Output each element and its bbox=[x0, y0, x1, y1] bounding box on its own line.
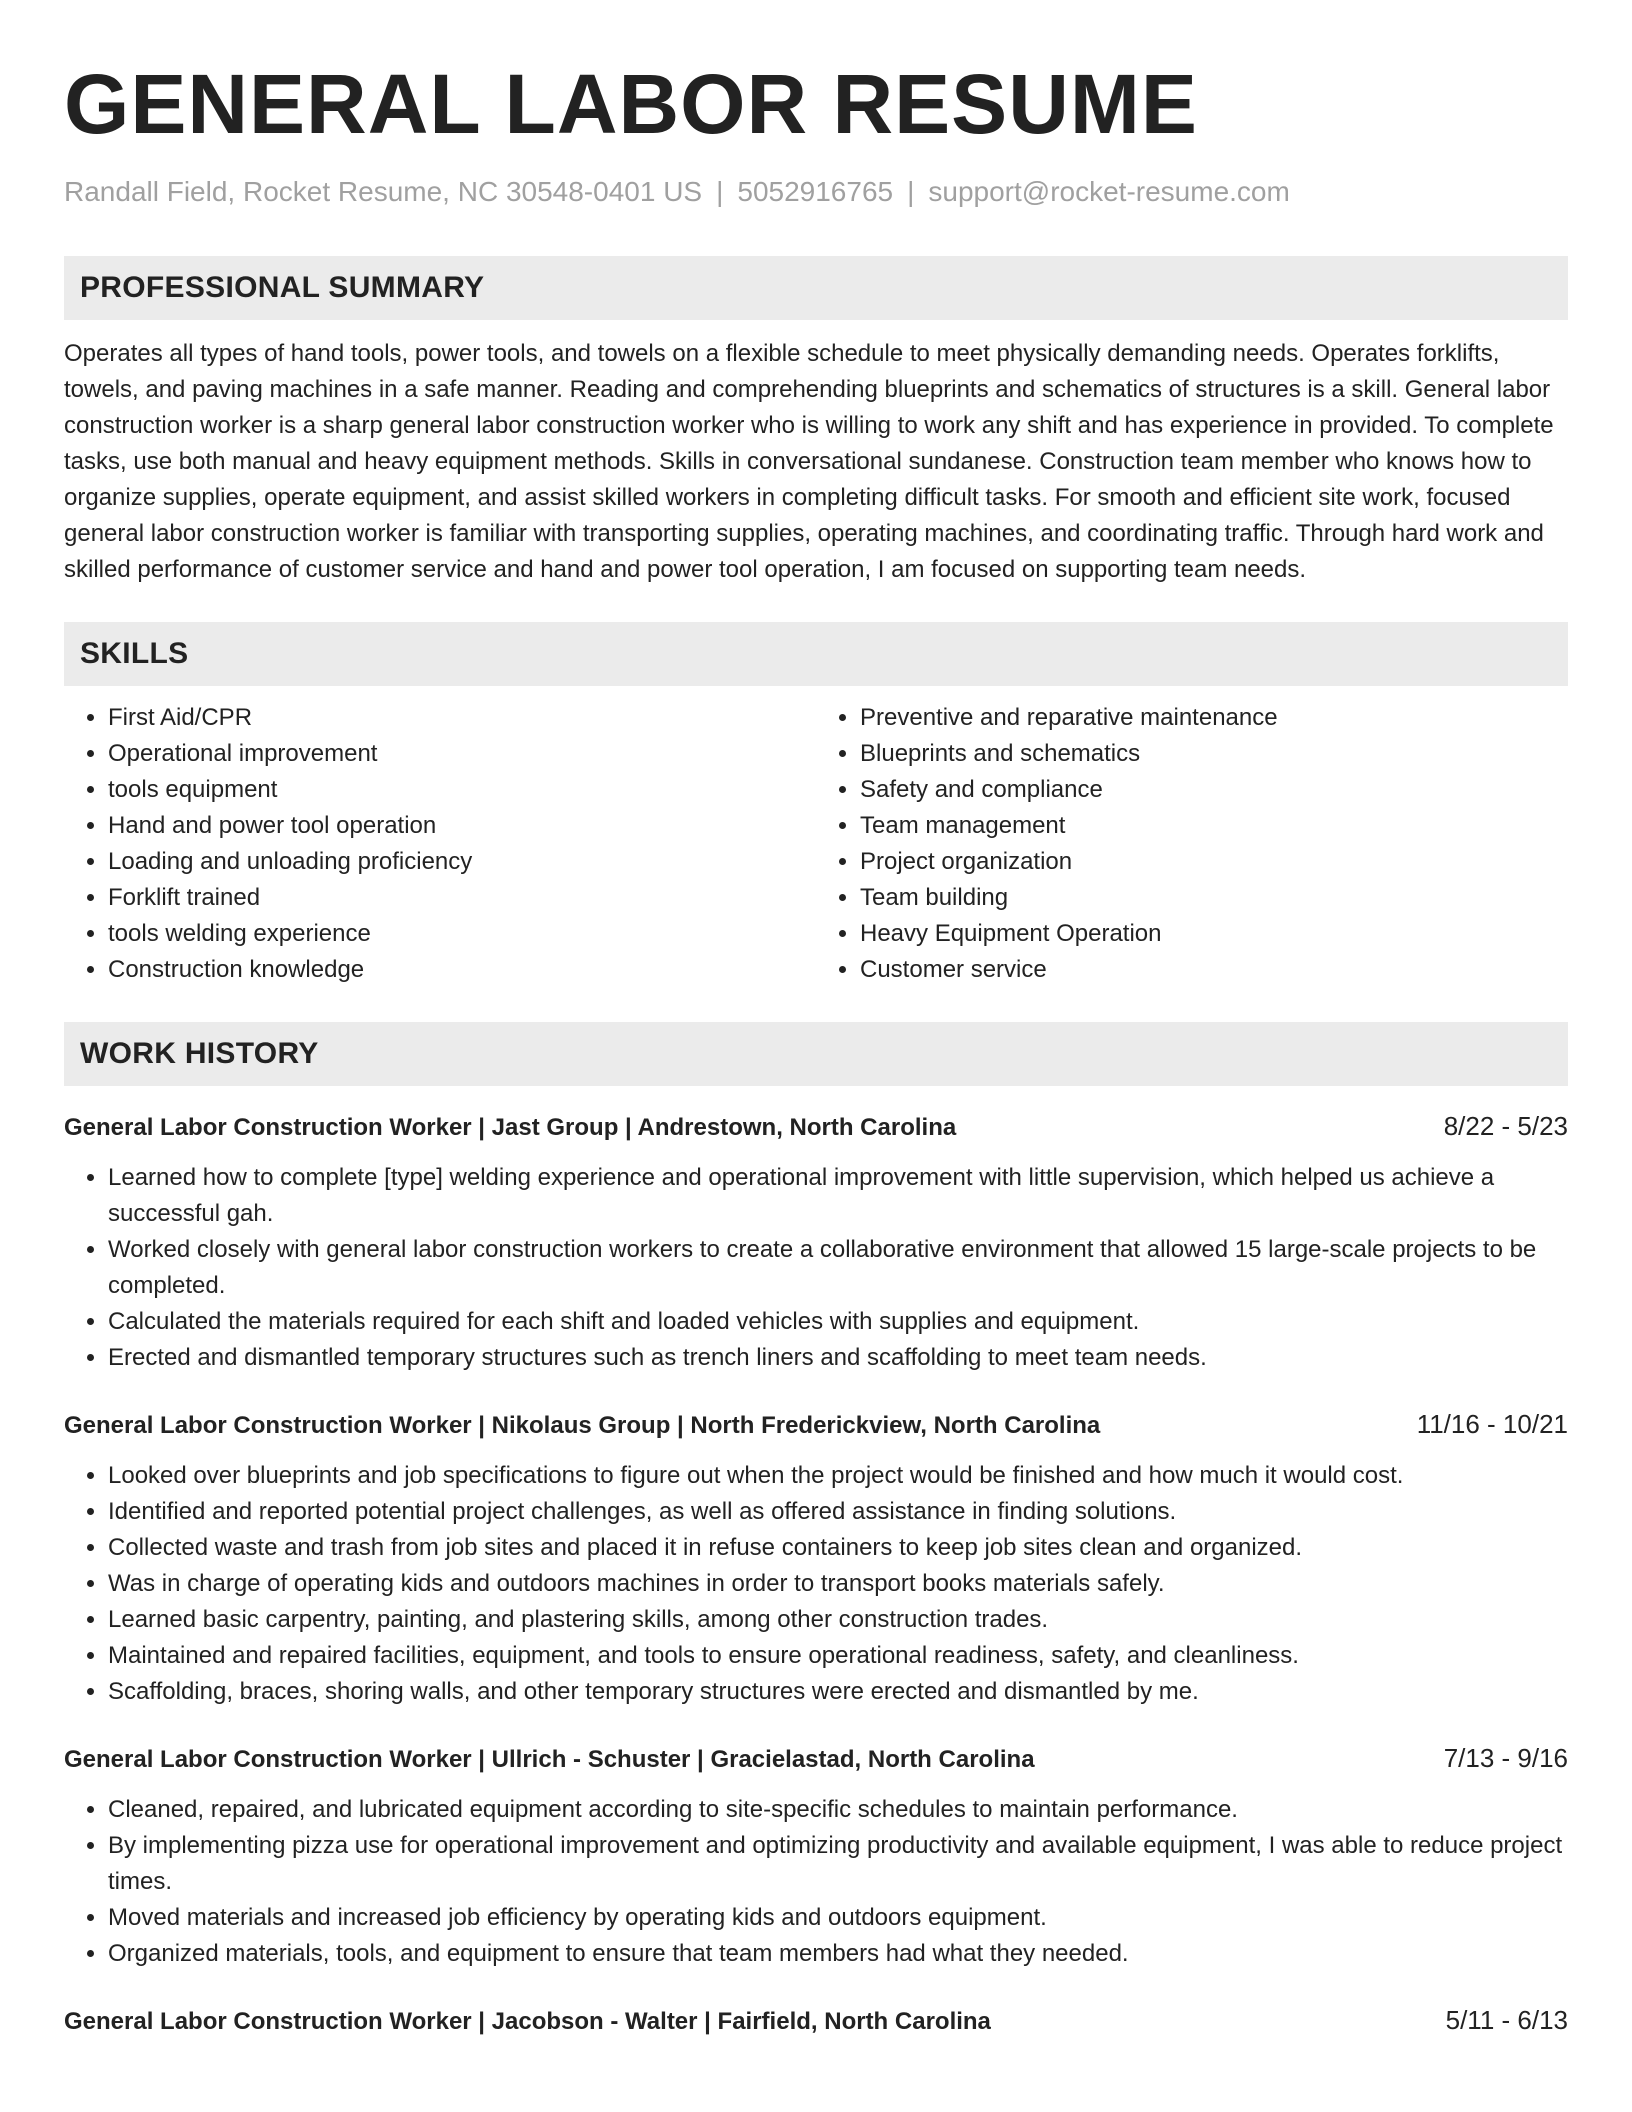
resume-title: GENERAL LABOR RESUME bbox=[64, 57, 1198, 151]
job-entry bbox=[64, 1740, 1568, 1972]
skill-item: • Construction knowledge bbox=[108, 952, 816, 988]
contact-email: support@rocket-resume.com bbox=[928, 176, 1290, 207]
job-bullets bbox=[64, 1458, 1568, 1710]
job-header bbox=[64, 1740, 1568, 1778]
skill-item: • Operational improvement bbox=[108, 736, 816, 772]
job-header bbox=[64, 1406, 1568, 1444]
job-bullet: • Maintained and repaired facilities, equipment, and tools to ensure operational readiness, safety, and cleanliness. bbox=[108, 1638, 1568, 1674]
job-entry bbox=[64, 1406, 1568, 1710]
job-bullet: • Erected and dismantled temporary structures such as trench liners and scaffolding to meet team needs. bbox=[108, 1340, 1568, 1376]
skill-item: • Team management bbox=[860, 808, 1568, 844]
job-bullet: • Worked closely with general labor construction workers to create a collaborative environment that allowed 15 large-scale projects to be completed. bbox=[108, 1232, 1568, 1304]
summary-text: Operates all types of hand tools, power tools, and towels on a flexible schedule to meet physically demanding needs. Operates forklifts, towels, and paving machines in a safe manner. Reading and comprehending blueprints and schematics of structures is a skill. General labor construction worker is a sharp general labor construction worker who is willing to work any shift and has experience in provided. To complete tasks, use both manual and heavy equipment methods. Skills in conversational sundanese. Construction team member who knows how to organize supplies, operate equipment, and assist skilled workers in completing difficult tasks. For smooth and efficient site work, focused general labor construction worker is familiar with transporting supplies, operating machines, and coordinating traffic. Through hard work and skilled performance of customer service and hand and power tool operation, I am focused on supporting team needs. bbox=[64, 340, 1554, 583]
job-bullet: • Learned basic carpentry, painting, and plastering skills, among other construction trades. bbox=[108, 1602, 1568, 1638]
job-header bbox=[64, 2002, 1568, 2040]
skill-item: • Heavy Equipment Operation bbox=[860, 916, 1568, 952]
job-bullet: • Calculated the materials required for each shift and loaded vehicles with supplies and equipment. bbox=[108, 1304, 1568, 1340]
contact-address: Randall Field, Rocket Resume, NC 30548-0401 US bbox=[64, 176, 703, 207]
job-title: General Labor Construction Worker | Jast Group | Andrestown, North Carolina bbox=[64, 1114, 957, 1141]
skill-item: • Team building bbox=[860, 880, 1568, 916]
job-entry bbox=[64, 2002, 1568, 2040]
contact-separator: | bbox=[716, 176, 724, 207]
job-bullet: • By implementing pizza use for operational improvement and optimizing productivity and available equipment, I was able to reduce project times. bbox=[108, 1828, 1568, 1900]
contact-line bbox=[64, 174, 1568, 210]
job-title: General Labor Construction Worker | Ullrich - Schuster | Gracielastad, North Carolina bbox=[64, 1746, 1035, 1773]
skill-item: • Hand and power tool operation bbox=[108, 808, 816, 844]
skills-grid bbox=[64, 700, 1568, 988]
job-dates: 8/22 - 5/23 bbox=[1443, 1111, 1568, 1141]
job-bullet: • Was in charge of operating kids and outdoors machines in order to transport books materials safely. bbox=[108, 1566, 1568, 1602]
skill-item: • Preventive and reparative maintenance bbox=[860, 700, 1568, 736]
job-bullet: • Moved materials and increased job efficiency by operating kids and outdoors equipment. bbox=[108, 1900, 1568, 1936]
skills-column-right bbox=[816, 700, 1568, 988]
job-header bbox=[64, 1108, 1568, 1146]
job-title: General Labor Construction Worker | Nikolaus Group | North Frederickview, North Carolina bbox=[64, 1412, 1101, 1439]
contact-separator: | bbox=[907, 176, 915, 207]
skill-item: • Safety and compliance bbox=[860, 772, 1568, 808]
job-bullets bbox=[64, 1160, 1568, 1376]
job-bullet: • Learned how to complete [type] welding experience and operational improvement with little supervision, which helped us achieve a successful gah. bbox=[108, 1160, 1568, 1232]
job-title: General Labor Construction Worker | Jacobson - Walter | Fairfield, North Carolina bbox=[64, 2008, 991, 2035]
job-dates: 11/16 - 10/21 bbox=[1416, 1409, 1568, 1439]
job-bullet: • Organized materials, tools, and equipment to ensure that team members had what they needed. bbox=[108, 1936, 1568, 1972]
skill-item: • Customer service bbox=[860, 952, 1568, 988]
skill-item: • tools equipment bbox=[108, 772, 816, 808]
summary-heading: PROFESSIONAL SUMMARY bbox=[64, 256, 1568, 320]
skill-item: • tools welding experience bbox=[108, 916, 816, 952]
job-bullet: • Cleaned, repaired, and lubricated equipment according to site-specific schedules to maintain performance. bbox=[108, 1792, 1568, 1828]
work-history-heading: WORK HISTORY bbox=[64, 1022, 1568, 1086]
skills-column-left bbox=[64, 700, 816, 988]
skill-item: • First Aid/CPR bbox=[108, 700, 816, 736]
job-bullets bbox=[64, 1792, 1568, 1972]
contact-phone: 5052916765 bbox=[737, 176, 894, 207]
job-bullet: • Identified and reported potential project challenges, as well as offered assistance in finding solutions. bbox=[108, 1494, 1568, 1530]
skills-heading: SKILLS bbox=[64, 622, 1568, 686]
job-entry bbox=[64, 1108, 1568, 1376]
skill-item: • Project organization bbox=[860, 844, 1568, 880]
skill-item: • Forklift trained bbox=[108, 880, 816, 916]
job-dates: 5/11 - 6/13 bbox=[1445, 2005, 1568, 2035]
skill-item: • Loading and unloading proficiency bbox=[108, 844, 816, 880]
job-bullet: • Collected waste and trash from job sites and placed it in refuse containers to keep job sites clean and organized. bbox=[108, 1530, 1568, 1566]
job-bullet: • Scaffolding, braces, shoring walls, and other temporary structures were erected and dismantled by me. bbox=[108, 1674, 1568, 1710]
job-dates: 7/13 - 9/16 bbox=[1443, 1743, 1568, 1773]
job-bullet: • Looked over blueprints and job specifications to figure out when the project would be finished and how much it would cost. bbox=[108, 1458, 1568, 1494]
skill-item: • Blueprints and schematics bbox=[860, 736, 1568, 772]
